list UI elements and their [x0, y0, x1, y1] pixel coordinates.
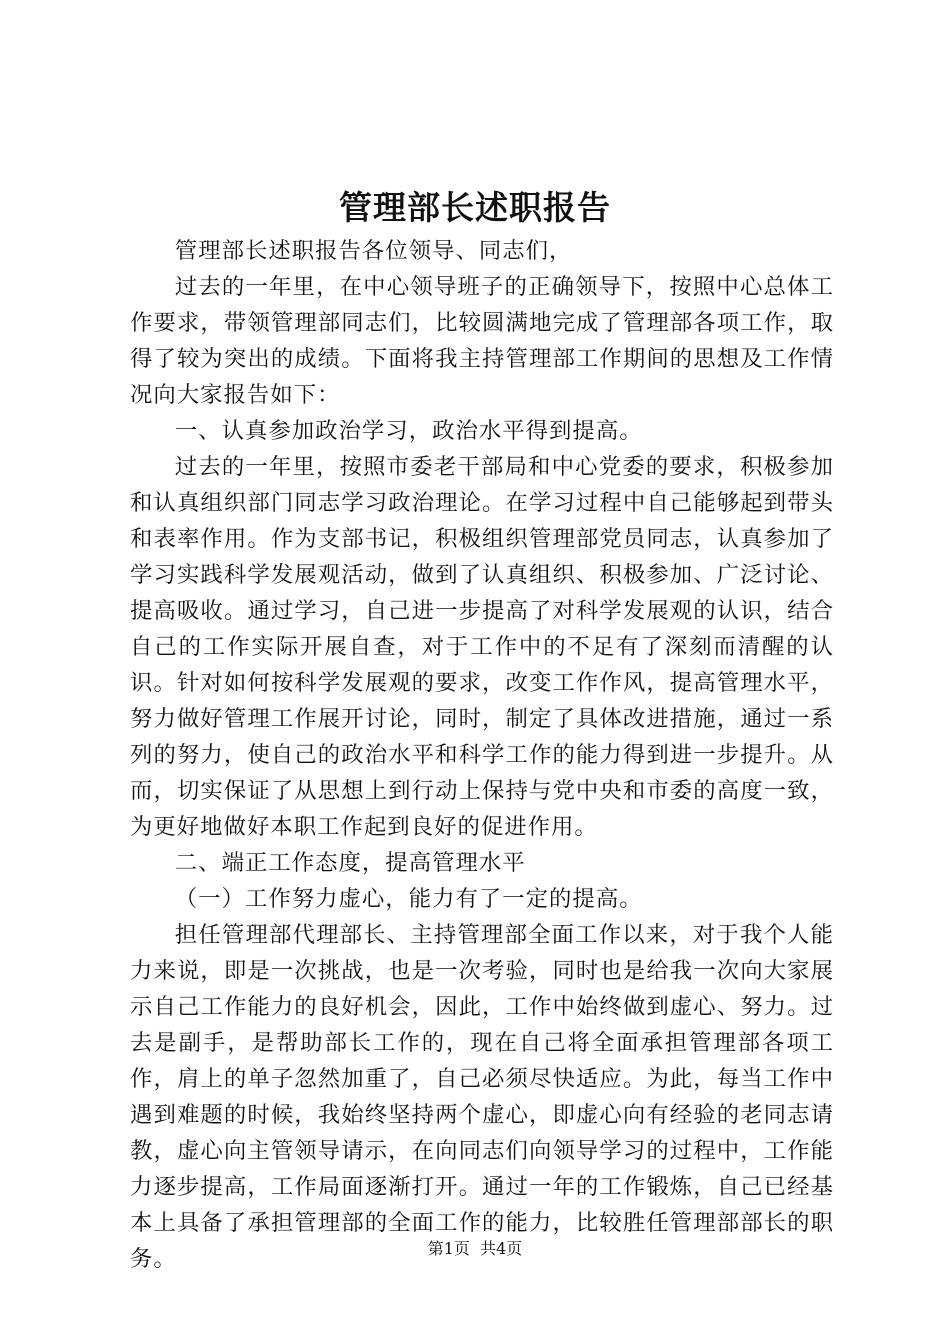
- section-heading-2: 二、端正工作态度，提高管理水平: [174, 850, 526, 876]
- paragraph-political-study: 过去的一年里，按照市委老干部局和中心党委的要求，积极参加和认真组织部门同志学习政治理论。在学习过程中自己能够起到带头和表率作用。作为支部书记，积极组织管理部党员同志，认真参加了学习实践科学发展观活动，做到了认真组织、积极参加、广泛讨论、提高吸收。通过学习，自己进一步提高了对科学发展观的认识，结合自己的工作实际开展自查，对于工作中的不足有了深刻而清醒的认识。针对如何按科学发展观的要求，改变工作作风，提高管理水平，努力做好管理工作展开讨论，同时，制定了具体改进措施，通过一系列的努力，使自己的政治水平和科学工作的能力得到进一步提升。从而，切实保证了从思想上到行动上保持与党中央和市委的高度一致，为更好地做好本职工作起到良好的促进作用。: [130, 454, 834, 840]
- paragraph-salutation: 管理部长述职报告各位领导、同志们，: [174, 238, 573, 264]
- document-body: [130, 233, 834, 1277]
- page-total: 共4页: [480, 1239, 523, 1258]
- page-footer: [0, 1237, 950, 1261]
- paragraph-intro: 过去的一年里，在中心领导班子的正确领导下，按照中心总体工作要求，带领管理部同志们，比较圆满地完成了管理部各项工作，取得了较为突出的成绩。下面将我主持管理部工作期间的思想及工作情况向大家报告如下：: [130, 274, 834, 408]
- subsection-heading-1: （一）工作努力虚心，能力有了一定的提高。: [174, 886, 643, 912]
- section-heading-1: 一、认真参加政治学习，政治水平得到提高。: [174, 418, 643, 444]
- footer-spacer: [470, 1239, 480, 1258]
- document-title: 管理部长述职报告: [339, 188, 611, 227]
- paragraph-work-attitude: 担任管理部代理部长、主持管理部全面工作以来，对于我个人能力来说，即是一次挑战，也是一次考验，同时也是给我一次向大家展示自己工作能力的良好机会，因此，工作中始终做到虚心、努力。过去是副手，是帮助部长工作的，现在自己将全面承担管理部各项工作，肩上的单子忽然加重了，自己必须尽快适应。为此，每当工作中遇到难题的时候，我始终坚持两个虚心，即虚心向有经验的老同志请教，虚心向主管领导请示，在向同志们向领导学习的过程中，工作能力逐步提高，工作局面逐渐打开。通过一年的工作锻炼，自己已经基本上具备了承担管理部的全面工作的能力，比较胜任管理部部长的职务。: [130, 922, 834, 1272]
- page-number: 第1页: [427, 1239, 470, 1258]
